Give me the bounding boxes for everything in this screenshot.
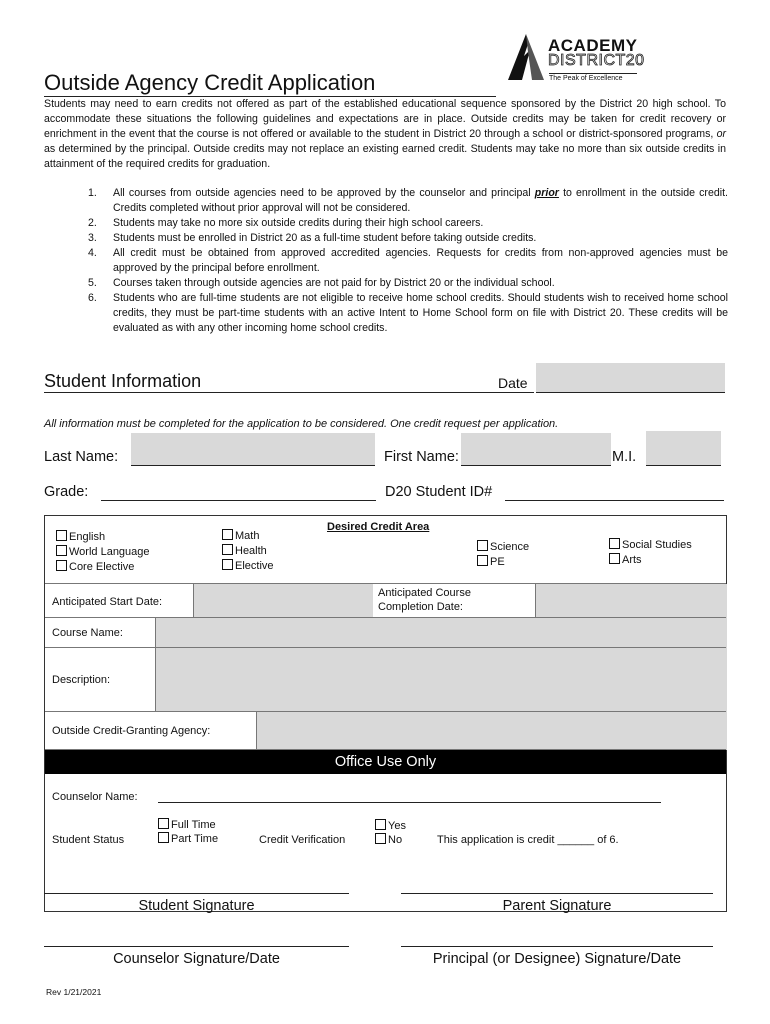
mountain-icon — [504, 30, 548, 82]
checkbox-world-language[interactable]: World Language — [56, 545, 150, 560]
credit-col-3 — [477, 540, 529, 570]
date-label: Date — [498, 375, 528, 391]
grade-field[interactable] — [101, 480, 376, 501]
list-item: 6. Students who are full-time students are not eligible to receive home school credits. Should students wish to received home school credits, they must be part-time students with an active Intent to Home School form on file with District 20. These credits will be evaluated as with any other incoming home school credits. — [88, 292, 728, 334]
principal-signature-line[interactable]: Principal (or Designee) Signature/Date — [401, 946, 713, 967]
checkbox-science[interactable]: Science — [477, 540, 529, 555]
mi-label: M.I. — [612, 449, 637, 465]
credit-area-heading: Desired Credit Area — [327, 521, 430, 533]
first-name-label: First Name: — [384, 449, 459, 465]
checkbox-no[interactable]: No — [375, 833, 406, 847]
list-item: 5. Courses taken through outside agencies are not paid for by District 20 or the individual school. — [88, 277, 555, 289]
verification-options — [375, 819, 406, 847]
description-field[interactable] — [155, 648, 727, 712]
student-info-heading: Student Information — [44, 370, 534, 393]
page-title: Outside Agency Credit Application — [44, 70, 496, 97]
checkbox-pe[interactable]: PE — [477, 555, 529, 570]
agency-row — [45, 711, 726, 750]
student-status-label: Student Status — [52, 834, 125, 846]
list-item: 3. Students must be enrolled in District 20 as a full-time student before taking outside credits. — [88, 232, 537, 244]
office-use-bar: Office Use Only — [45, 749, 726, 774]
counselor-signature-line[interactable]: Counselor Signature/Date — [44, 946, 349, 967]
credit-col-2 — [222, 529, 274, 574]
grade-label: Grade: — [44, 484, 89, 500]
checkbox-core-elective[interactable]: Core Elective — [56, 560, 150, 575]
checkbox-social-studies[interactable]: Social Studies — [609, 538, 692, 553]
mi-field[interactable] — [646, 431, 721, 466]
parent-signature-line[interactable]: Parent Signature — [401, 893, 713, 914]
checkbox-elective[interactable]: Elective — [222, 559, 274, 574]
agency-field[interactable] — [256, 712, 727, 750]
agency-label: Outside Credit-Granting Agency: — [52, 725, 211, 737]
checkbox-math[interactable]: Math — [222, 529, 274, 544]
logo-tagline: The Peak of Excellence — [549, 73, 637, 82]
district-logo — [504, 30, 644, 82]
course-name-row — [45, 617, 726, 648]
credit-count-text: This application is credit ______ of 6. — [437, 834, 619, 846]
counselor-name-label: Counselor Name: — [52, 791, 138, 803]
checkbox-full-time[interactable]: Full Time — [158, 818, 218, 832]
checkbox-arts[interactable]: Arts — [609, 553, 692, 568]
last-name-label: Last Name: — [44, 449, 119, 465]
first-name-field[interactable] — [461, 433, 611, 466]
completion-date-label: Anticipated Course Completion Date: — [378, 587, 471, 613]
course-name-label: Course Name: — [52, 627, 123, 639]
list-item: 2. Students may take no more six outside credits during their high school careers. — [88, 217, 484, 229]
completion-date-field[interactable] — [535, 584, 727, 618]
revision-date: Rev 1/21/2021 — [46, 987, 102, 997]
checkbox-english[interactable]: English — [56, 530, 150, 545]
student-signature-line[interactable]: Student Signature — [44, 893, 349, 914]
counselor-name-field[interactable] — [158, 790, 661, 803]
description-label: Description: — [52, 674, 111, 686]
list-item: 4. All credit must be obtained from approved accredited agencies. Requests for credits from non-approved agencies must be approved by the principal before enrollment. — [88, 247, 728, 274]
form-note: All information must be completed for the application to be considered. One credit request per application. — [44, 418, 559, 430]
student-id-label: D20 Student ID# — [385, 484, 493, 500]
credit-col-4 — [609, 538, 692, 568]
date-field[interactable] — [536, 363, 725, 393]
logo-district: DISTRICT20 — [548, 52, 645, 69]
intro-paragraph: Students may need to earn credits not offered as part of the established educational sequence sponsored by the District 20 high school. To accommodate these situations the following guidelines and expectations are in place. Outside credits may be taken for credit recovery or enrichment in the event that the course is not offered or available to the student in District 20 through a school or district-sponsored programs, or as determined by the principal. Outside credits may not replace an existing earned credit. Students may take no more than six outside credits in attainment of the required credits for graduation. — [44, 98, 726, 170]
start-date-label: Anticipated Start Date: — [52, 596, 163, 608]
credit-verification-label: Credit Verification — [259, 834, 346, 846]
last-name-field[interactable] — [131, 433, 375, 466]
description-row — [45, 647, 726, 712]
checkbox-health[interactable]: Health — [222, 544, 274, 559]
checkbox-part-time[interactable]: Part Time — [158, 832, 218, 846]
logo-academy: ACADEMY — [548, 36, 638, 55]
dates-row — [45, 583, 726, 618]
credit-request-table — [44, 515, 727, 912]
student-id-field[interactable] — [505, 480, 724, 501]
list-item: 1. All courses from outside agencies need to be approved by the counselor and principal prior to enrollment in the outside credit. Credits completed without prior approval will not be considered. — [88, 187, 728, 214]
student-status-options — [158, 818, 218, 846]
checkbox-yes[interactable]: Yes — [375, 819, 406, 833]
start-date-field[interactable] — [193, 584, 373, 618]
credit-col-1 — [56, 530, 150, 575]
course-name-field[interactable] — [155, 618, 727, 648]
guidelines-list — [88, 186, 728, 336]
